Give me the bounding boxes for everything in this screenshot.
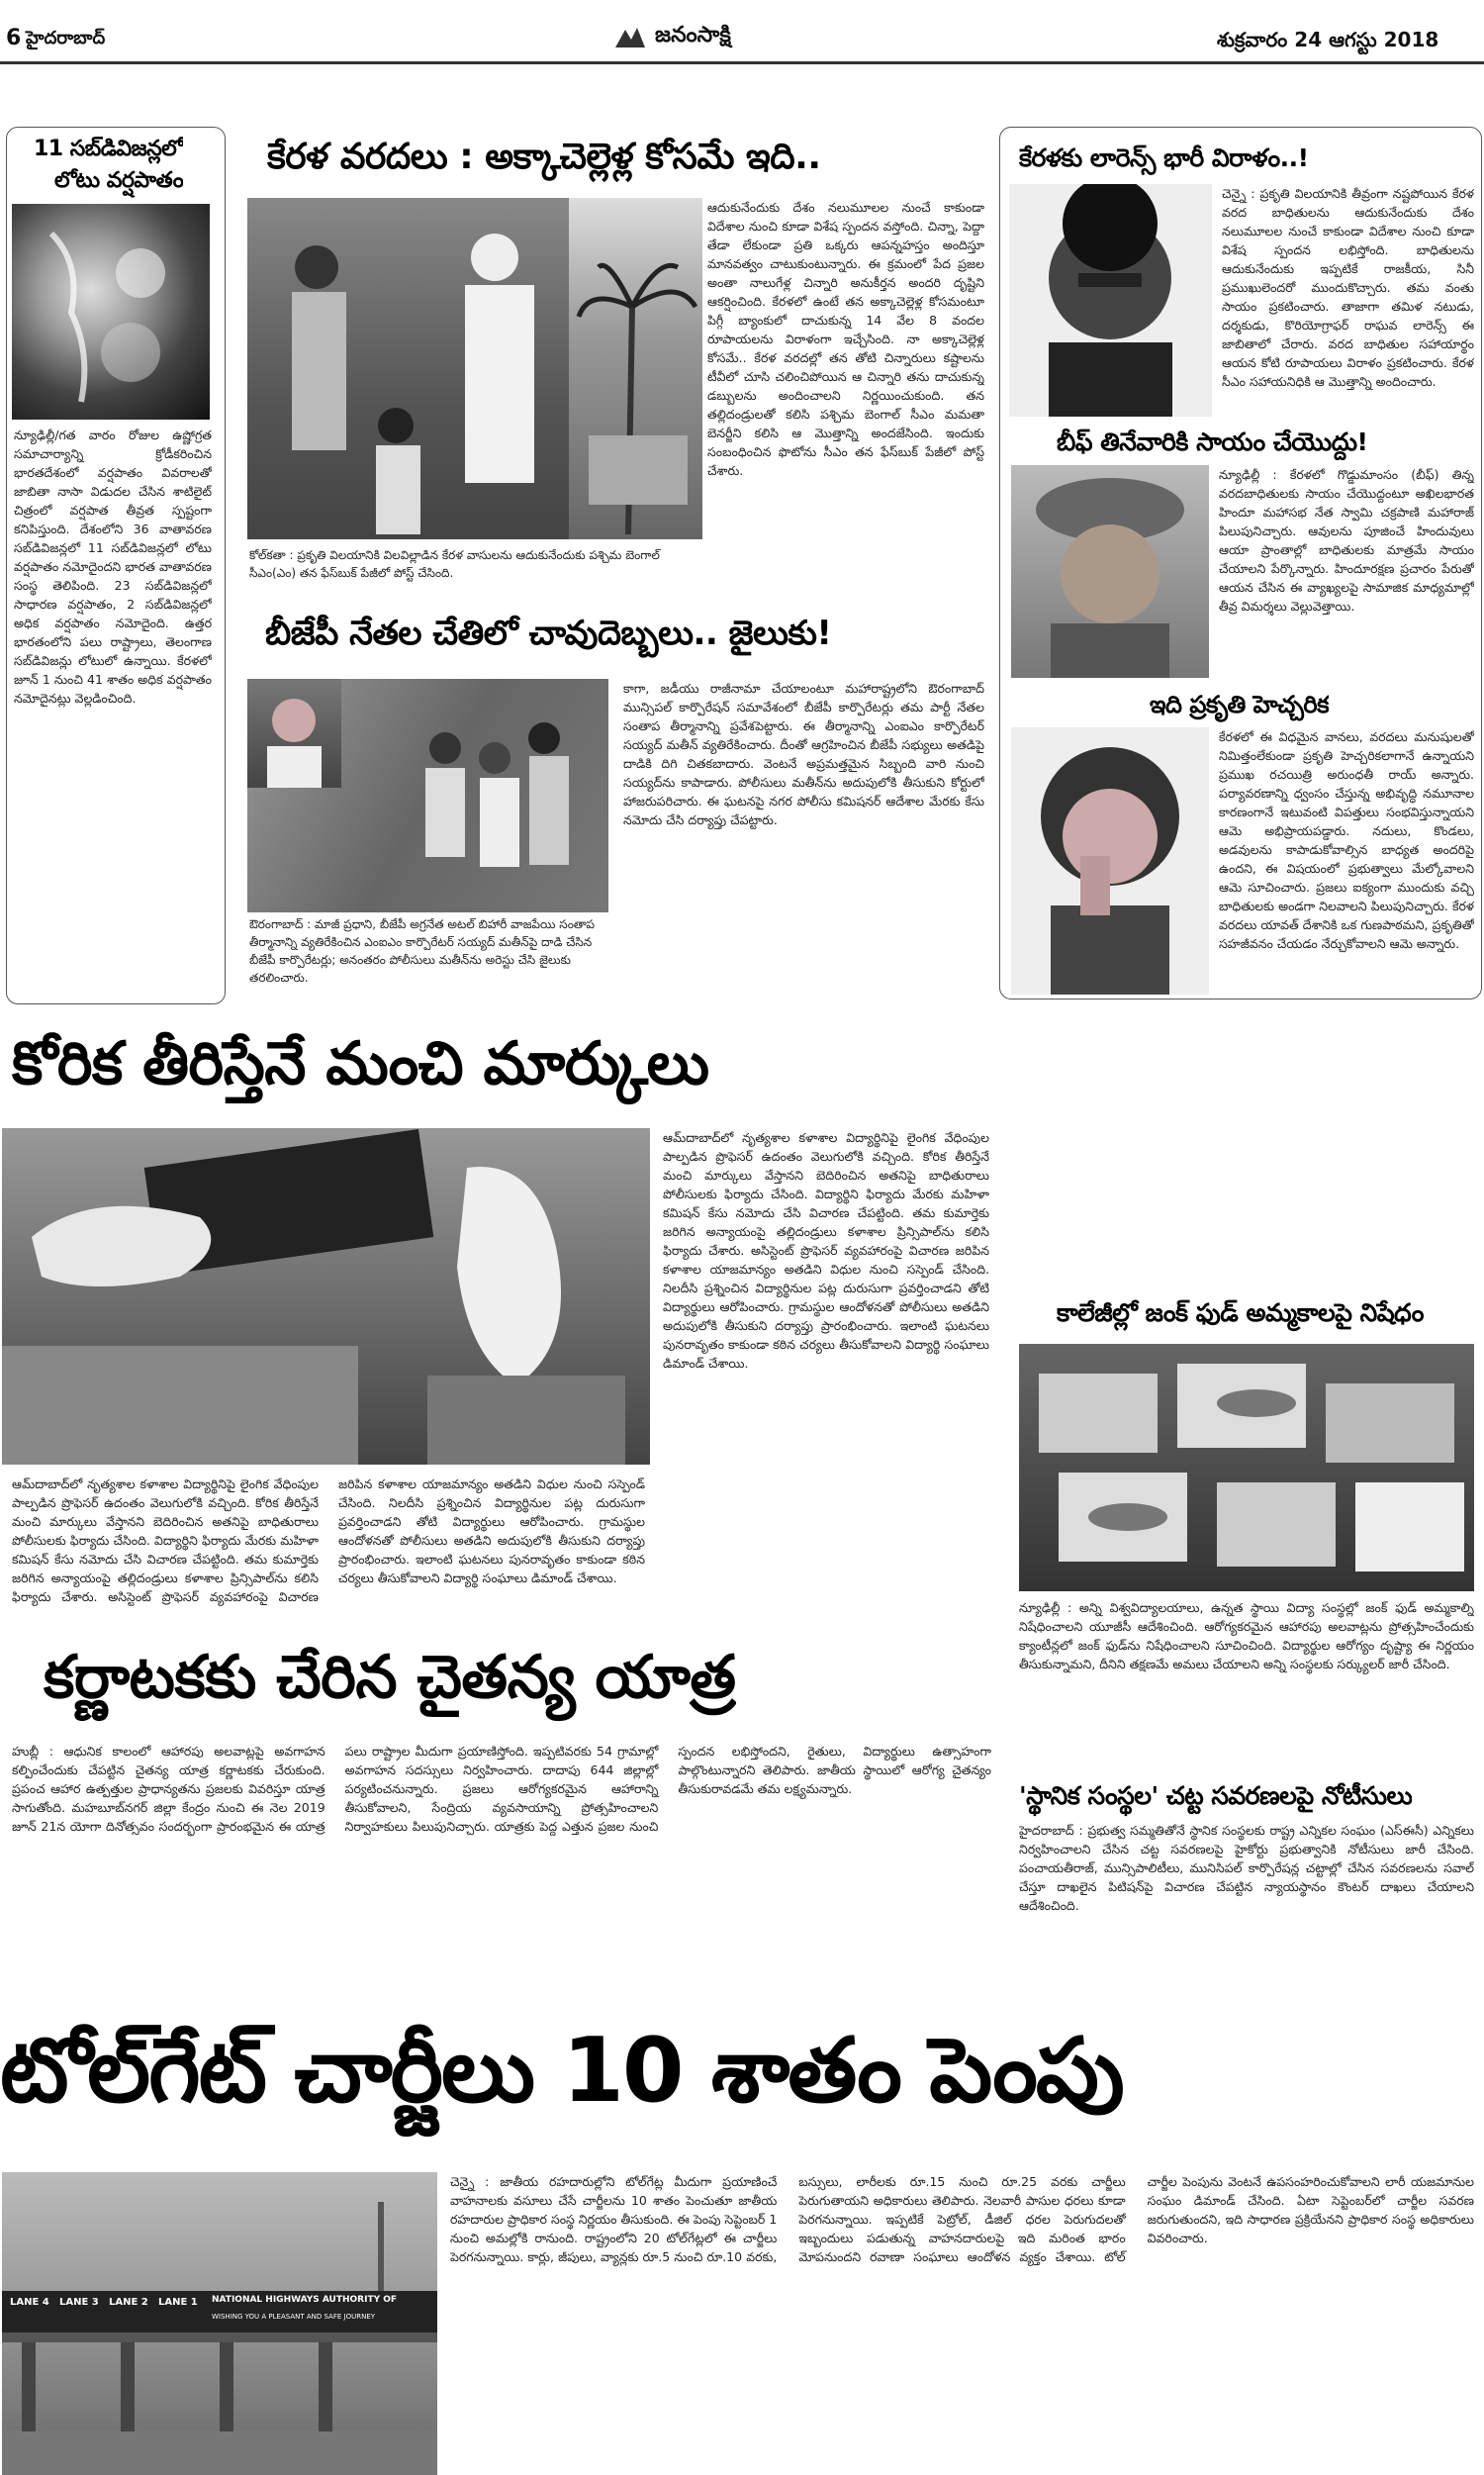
masthead-emblem-icon [613,24,647,51]
toll-body: చెన్నై : జాతీయ రహదారుల్లోని టోల్‌గేట్ల మీదుగా ప్రయాణించే వాహనాలకు వసూలు చేసే చార్జీలను 10 శాతం పెంచుతూ జాతీయ రహదారుల ప్రాధికార సంస్థ నిర్ణయం తీసుకుంది. ఈ పెంపు సెప్టెంబర్ 1 నుంచి అమల్లోకి రానుంది. రాష్ట్రంలోని 20 టోల్‌గేట్లలో ఈ చార్జీలు పెరగనున్నాయి. కార్లు, జీపులు, వ్యాన్లకు రూ.5 నుంచి రూ.10 వరకు, బస్సులు, లారీలకు రూ.15 నుంచి రూ.25 వరకు చార్జీలు పెరుగుతాయని అధికారులు తెలిపారు. నెలవారీ పాసుల ధరలు కూడా పెరగనున్నాయి. ఇప్పటికే పెట్రోల్, డీజిల్ ధరల పెరుగుదలతో ఇబ్బందులు పడుతున్న వాహనదారులపై ఇది మరింత భారం మోపనుందని రవాణా సంఘాలు ఆందోళన వ్యక్తం చేశాయి. టోల్ చార్జీల పెంపును వెంటనే ఉపసంహరించుకోవాలని లారీ యజమానుల సంఘం డిమాండ్ చేసింది. ఏటా సెప్టెంబర్‌లో చార్జీల సవరణ జరుగుతుందని, ఇది సాధారణ ప్రక్రియేనని ప్రాధికార సంస్థ అధికారులు వివరించారు. [450,2174,1474,2264]
toll-wish-sign: WISHING YOU A PLEASANT AND SAFE JOURNEY [212,2313,376,2321]
food-trays-icon [1019,1344,1474,1591]
kerala-caption: కోల్‌కతా : ప్రకృతి విలయానికి విలవిల్లాడిన కేరళ వాసులను ఆదుకునేందుకు పశ్చిమ బెంగాల్ సీఎం(ఎం) తన ఫేస్‌బుక్ పేజీలో పోస్ట్ చేసింది. [249,548,660,580]
kerala-photo-main [247,198,569,539]
keyboard-hands-icon [2,1128,650,1465]
toll-plaza-photo [2,2172,437,2475]
kerala-flood-photo [569,198,702,539]
masthead-logo [613,22,861,53]
left-column-title-2: లోటు వర్షపాతం [54,168,184,193]
issue-date: శుక్రవారం 24 ఆగస్టు 2018 [1217,28,1439,51]
lane-sign-4: LANE 1 [158,2297,198,2308]
lane-sign-1: LANE 4 [10,2297,49,2308]
junkfood-body: న్యూఢిల్లీ : అన్ని విశ్వవిద్యాలయాలు, ఉన్నత స్థాయి విద్యా సంస్థల్లో జంక్ ఫుడ్ అమ్మకాల్ని నిషేధించాలని యూజీసీ ఆదేశించింది. ఆరోగ్యకరమైన ఆహారపు అలవాట్లను ప్రోత్సహించేందుకు క్యాంటీన్లలో జంక్ ఫుడ్‌ను నిషేధించాలని సూచించింది. విద్యార్థుల ఆరోగ్యం దృష్ట్యా ఈ నిర్ణయం తీసుకున్నామని, దీనిని తక్షణమే అమలు చేయాలని అన్ని సంస్థలకు సర్క్యులర్ జారీ చేసింది. [1019,1600,1474,1671]
chaitanya-headline: కర్ణాటకకు చేరిన చైతన్య యాత్ర [44,1643,736,1712]
left-column-body: న్యూఢిల్లీ/గత వారం రోజుల ఉష్ణోగ్రత సమాచార్యాన్ని క్రోడీకరించిన భారతదేశంలో వర్షపాతం వివరాలతో జాబితా నాసా విడుదల చేసిన శాటిలైట్ చిత్రంలో వర్షపాత తీవ్రత స్పష్టంగా కనిపిస్తుంది. దేశంలోని 36 వాతావరణ సబ్‌డివిజన్లలో 11 సబ్‌డివిజన్లలో లోటు వర్షపాతం నమోదైందని భారత వాతావరణ సంస్థ తెలిపింది. 23 సబ్‌డివిజన్లలో సాధారణ వర్షపాతం, 2 సబ్‌డివిజన్లలో అధిక వర్షపాతం నమోదైంది. ఉత్తర భారతంలోని పలు రాష్ట్రాలు, తెలంగాణ సబ్‌డివిజన్లు లోటులో ఉన్నాయి. కేరళలో జూన్ 1 నుంచి 41 శాతం అధిక వర్షపాతం నమోదైనట్లు వెల్లడించింది. [14,428,212,706]
nature-body: కేరళలో ఈ విధమైన వానలు, వరదలు మనుషులతో నిమిత్తంలేకుండా ప్రకృతి హెచ్చరికలాగానే ఉన్నాయని ప్రముఖ రచయిత్రి అరుంధతీ రాయ్ అన్నారు. పర్యావరణాన్ని ధ్వంసం చేస్తున్న అభివృద్ధి నమూనాల కారణంగానే ఇటువంటి విపత్తులు సంభవిస్తున్నాయని ఆమె అభిప్రాయపడ్డారు. నదులు, కొండలు, అడవులను కాపాడుకోవాల్సిన బాధ్యత అందరిపై ఉందని, ఈ విషయంలో ప్రభుత్వాలు మేల్కోవాలని ఆమె సూచించారు. ప్రజలు ఐక్యంగా ముందుకు వచ్చి బాధితులకు అండగా నిలవాలని పిలుపునిచ్చారు. కేరళ వరదలు యావత్ దేశానికి ఒక గుణపాఠమని, ప్రకృతితో సహజీవనం చేయడం నేర్చుకోవాలని ఆమె అన్నారు. [1219,729,1474,951]
palm-tree-icon [569,198,702,539]
bjp-headline: బీజేపీ నేతల చేతిలో చావుదెబ్బలు.. జైలుకు! [265,614,832,653]
left-column-title-1: 11 సబ్‌డివిజన్లలో [34,137,184,161]
lawrence-body: చెన్నై : ప్రకృతి విలయానికి తీవ్రంగా నష్టపోయిన కేరళ వరద బాధితులను ఆదుకునేందుకు దేశం నలుమూలల నుంచే కాకుండా విదేశాల నుంచి కూడా విశేష స్పందన లభిస్తోంది. బాధితులను ఆదుకునేందుకు ఇప్పటికే రాజకీయ, సినీ ప్రముఖులెందరో ముందుకొచ్చారు. తమ వంతు సాయం ప్రకటించారు. తాజాగా తమిళ నటుడు, దర్శకుడు, కొరియోగ్రాఫర్ రాఘవ లారెన్స్ ఈ జాబితాలో చేరారు. వరద బాధితుల సహాయార్థం ఆయన కోటి రూపాయలు విరాళం ప్రకటించారు. కేరళ సీఎం సహాయనిధికి ఆ మొత్తాన్ని అందించారు. [1222,186,1474,389]
page-number: 6 [6,26,22,50]
header-rule [0,61,1484,64]
city-label: హైదరాబాద్ [26,28,106,48]
nature-headline: ఇది ప్రకృతి హెచ్చరిక [1150,691,1330,718]
bjp-body: కాగా, జడీయు రాజీనామా చేయాలంటూ మహారాష్ట్రలోని ఔరంగాబాద్ మున్సిపల్ కార్పొరేషన్ సమావేశంలో బీజేపీ కార్పొరేటర్లు తమ పార్టీ నేతల సంతాప తీర్మానాన్ని ప్రవేశపెట్టారు. ఈ తీర్మానాన్ని ఎంఐఎం కార్పొరేటర్ సయ్యద్ మతీన్ వ్యతిరేకించారు. దీంతో ఆగ్రహించిన బీజేపీ సభ్యులు అతడిపై దాడికి దిగి చితకబాదారు. వెంటనే అప్రమత్తమైన సిబ్బంది వారి నుంచి సయ్యద్‌ను కాపాడారు. పోలీసులు మతీన్‌ను అదుపులోకి తీసుకుని కోర్టులో హాజరుపరిచారు. ఈ ఘటనపై నగర పోలీసు కమిషనర్ ఆదేశాల మేరకు కేసు నమోదు చేసి దర్యాప్తు చేపట్టారు. [623,681,984,827]
satellite-map-icon [12,204,210,420]
beef-photo [1011,465,1209,678]
junkfood-headline: కాలేజీల్లో జంక్ ఫుడ్ అమ్మకాలపై నిషేధం [1057,1298,1424,1327]
marks-headline: కోరిక తీరిస్తేనే మంచి మార్కులు [12,1029,709,1098]
lawrence-portrait-icon [1009,184,1212,417]
marks-body-continued: ఆమ్‌దాబాద్‌లో నృత్యశాల కళాశాల విద్యార్థినిపై లైంగిక వేధింపుల పాల్పడిన ప్రొఫెసర్‌ ఉదంతం వెలుగులోకి వచ్చింది. కోరిక తీరిస్తేనే మంచి మార్కులు వేస్తానని బెదిరించిన అతనిపై బాధితురాలు పోలీసులకు ఫిర్యాదు చేసింది. విద్యార్థిని ఫిర్యాదు మేరకు మహిళా కమిషన్ కేసు నమోదు చేసి విచారణ చేపట్టింది. తమ కుమార్తెకు జరిగిన అన్యాయంపై తల్లిదండ్రులు కళాశాల ప్రిన్సిపాల్‌ను కలిసి ఫిర్యాదు చేశారు. అసిస్టెంట్ ప్రొఫెసర్ వ్యవహారంపై విచారణ జరిపిన కళాశాల యాజమాన్యం అతడిని విధుల నుంచి సస్పెండ్ చేసింది. నిలదీసి ప్రశ్నించిన విద్యార్థినుల పట్ల దురుసుగా ప్రవర్తించాడని తోటి విద్యార్థులు ఆరోపించారు. గ్రామస్థుల ఆందోళనతో పోలీసులు అతడిని అదుపులోకి తీసుకుని దర్యాప్తు ప్రారంభించారు. ఇలాంటి ఘటనలు పునరావృతం కాకుండా కఠిన చర్యలు తీసుకోవాలని విద్యార్థి సంఘాలు డిమాండ్ చేశాయి. [12,1476,645,1604]
local-bodies-headline: 'స్థానిక సంస్థల' చట్ట సవరణలపై నోటీసులు [1019,1781,1413,1810]
toll-authority-sign: NATIONAL HIGHWAYS AUTHORITY OF [212,2295,398,2305]
chaitanya-body: హుబ్లీ : ఆధునిక కాలంలో ఆహారపు అలవాట్లపై అవగాహన కల్పించేందుకు చేపట్టిన చైతన్య యాత్ర కర్ణాటకకు చేరుకుంది. ప్రపంచ ఆహార ఉత్పత్తుల ప్రాధాన్యతను ప్రజలకు వివరిస్తూ యాత్ర సాగుతోంది. మహబూబ్‌నగర్ జిల్లా కేంద్రం నుంచి ఈ నెల 2019 జూన్ 21న యోగా దినోత్సవం సందర్భంగా ప్రారంభమైన ఈ యాత్ర పలు రాష్ట్రాల మీదుగా ప్రయాణిస్తోంది. ఇప్పటివరకు 54 గ్రామాల్లో అవగాహన సదస్సులు నిర్వహించారు. దాదాపు 644 జిల్లాల్లో పర్యటించనున్నారు. ప్రజలు ఆరోగ్యకరమైన ఆహారాన్ని తీసుకోవాలని, సేంద్రియ వ్యవసాయాన్ని ప్రోత్సహించాలని నిర్వాహకులు పిలుపునిచ్చారు. యాత్రకు పెద్ద ఎత్తున ప్రజల నుంచి స్పందన లభిస్తోందని, రైతులు, విద్యార్థులు ఉత్సాహంగా పాల్గొంటున్నారని తెలిపారు. జాతీయ స్థాయిలో ఆరోగ్య చైతన్యం తీసుకురావడమే తమ లక్ష్యమన్నారు. [12,1744,991,1834]
local-bodies-body: హైదరాబాద్ : ప్రభుత్వ సమ్మతితోనే స్థానిక సంస్థలకు రాష్ట్ర ఎన్నికల సంఘం (ఎస్ఈసీ) ఎన్నికలు నిర్వహించాలని చేసిన చట్ట సవరణలపై హైకోర్టు ప్రభుత్వానికి నోటీసులు జారీ చేసింది. పంచాయతీరాజ్, మున్సిపాలిటీలు, మునిసిపల్ కార్పొరేషన్ల చట్టాల్లో చేసిన సవరణలను సవాల్ చేస్తూ దాఖలైన పిటిషన్‌పై విచారణ చేపట్టిన న్యాయస్థానం కౌంటర్ దాఖలు చేయాలని ఆదేశించింది. [1019,1823,1474,1913]
toll-plaza-icon [2,2172,437,2475]
bjp-caption: ఔరంగాబాద్ : మాజీ ప్రధాని, బీజేపీ అగ్రనేత అటల్ బిహారీ వాజపేయి సంతాప తీర్మానాన్ని వ్యతిరేకించిన ఎంఐఎం కార్పొరేటర్ సయ్యద్ మతీన్‌పై దాడి చేసిన బీజేపీ కార్పొరేటర్లు; అనంతరం పోలీసులు మతీన్‌ను అరెస్టు చేసి జైలుకు తరలించారు. [249,917,596,985]
beef-body: న్యూఢిల్లీ : కేరళలో గొడ్డుమాంసం (బీఫ్) తిన్న వరదబాధితులకు సాయం చేయొద్దంటూ అఖిలభారత హిందూ మహాసభ నేత స్వామి చక్రపాణి మహారాజ్ పిలుపునిచ్చారు. ఆవులను పూజించే హిందువులు ఆయా ప్రాంతాల్లో బాధితులకు మాత్రమే సాయం చేయాలని పేర్కొన్నారు. హిందూరక్షణ ప్రచారం పేరుతో ఆయన చేసిన ఈ వ్యాఖ్యలపై సామాజిక మాధ్యమాల్లో తీవ్ర విమర్శలు వెల్లువెత్తాయి. [1219,467,1474,614]
lawrence-headline: కేరళకు లారెన్స్ భారీ విరాళం..! [1019,143,1309,172]
bjp-photo-inset [247,679,341,788]
kerala-body: ఆదుకునేందుకు దేశం నలుమూలల నుంచే కాకుండా విదేశాల నుంచి కూడా విశేష స్పందన వస్తోంది. చిన్నా, పెద్దా తేడా లేకుండా ప్రతి ఒక్కరు ఆపన్నహస్తం అందిస్తూ మానవత్వం చాటుకుంటున్నారు. ఈ క్రమంలో పేద ప్రజల అంతా నాలుగేళ్ల చిన్నారి అనుకీర్తన అందరి దృష్టిని ఆకర్షించింది. కేరళలో ఉంటే తన అక్కాచెల్లెళ్ల కోసమంటూ పిగ్గీ బ్యాంకులో దాచుకున్న 14 వేల 8 వందల రూపాయలను విరాళంగా ఇచ్చేసింది. నా అక్కాచెల్లెళ్ల కోసమే.. కేరళ వరదల్లో తన తోటి చిన్నారులు కష్టాలను టీవీలో చూసి చలించిపోయిన ఆ చిన్నారి తను దాచుకున్న డబ్బులను అందించాలని నిర్ణయించుకుంది. తన తల్లిదండ్రులతో కలిసి పశ్చిమ బెంగాల్ సీఎం మమతా బెనర్జీని కలిసి ఆ మొత్తాన్ని అందజేసింది. ఇందుకు సంబంధించిన ఫొటోను సీఎం తన ఫేస్‌బుక్ పేజీలో పోస్ట్ చేశారు. [707,200,984,478]
toll-headline: టోల్‌గేట్ చార్జీలు 10 శాతం పెంపు [0,2019,1123,2123]
swami-portrait-icon [1011,465,1209,678]
marks-photo [2,1128,650,1465]
page-header [0,0,1484,65]
bjp-photo-face-icon [247,679,341,788]
lane-sign-3: LANE 2 [109,2297,148,2308]
satellite-photo [12,204,210,420]
junkfood-photo [1019,1344,1474,1591]
lane-sign-2: LANE 3 [59,2297,99,2308]
arundhati-portrait-icon [1011,727,1209,995]
beef-headline: బీఫ్ తినేవారికి సాయం చేయొద్దు! [1057,428,1368,456]
kerala-headline: కేరళ వరదలు : అక్కాచెల్లెళ్ల కోసమే ఇది.. [267,137,821,177]
masthead-title: జనంసాక్షి [655,23,731,48]
arundhati-photo [1011,727,1209,995]
kerala-photo-people-icon [247,198,569,539]
marks-body: ఆమ్‌దాబాద్‌లో నృత్యశాల కళాశాల విద్యార్థినిపై లైంగిక వేధింపుల పాల్పడిన ప్రొఫెసర్‌ ఉదంతం వెలుగులోకి వచ్చింది. కోరిక తీరిస్తేనే మంచి మార్కులు వేస్తానని బెదిరించిన అతనిపై బాధితురాలు పోలీసులకు ఫిర్యాదు చేసింది. విద్యార్థిని ఫిర్యాదు మేరకు మహిళా కమిషన్ కేసు నమోదు చేసి విచారణ చేపట్టింది. తమ కుమార్తెకు జరిగిన అన్యాయంపై తల్లిదండ్రులు కళాశాల ప్రిన్సిపాల్‌ను కలిసి ఫిర్యాదు చేశారు. అసిస్టెంట్ ప్రొఫెసర్ వ్యవహారంపై విచారణ జరిపిన కళాశాల యాజమాన్యం అతడిని విధుల నుంచి సస్పెండ్ చేసింది. నిలదీసి ప్రశ్నించిన విద్యార్థినుల పట్ల దురుసుగా ప్రవర్తించాడని తోటి విద్యార్థులు ఆరోపించారు. గ్రామస్థుల ఆందోళనతో పోలీసులు అతడిని అదుపులోకి తీసుకుని దర్యాప్తు ప్రారంభించారు. ఇలాంటి ఘటనలు పునరావృతం కాకుండా కఠిన చర్యలు తీసుకోవాలని విద్యార్థి సంఘాలు డిమాండ్ చేశాయి. [663,1130,989,1371]
lawrence-photo [1009,184,1212,417]
